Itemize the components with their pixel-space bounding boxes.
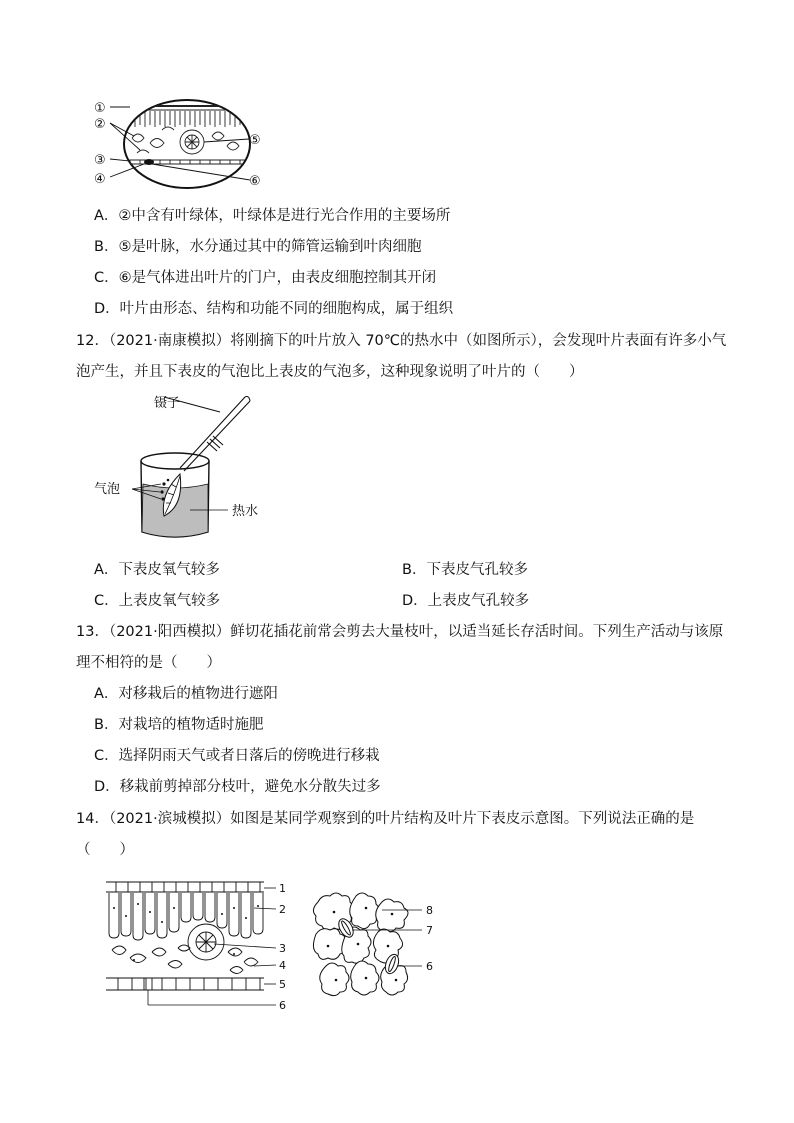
left-label-4: 4: [279, 959, 286, 972]
bubbles-label: 气泡: [94, 482, 121, 497]
right-label-8: 8: [426, 904, 433, 917]
label-4: ④: [94, 172, 106, 187]
q11-option-b: B．⑤是叶脉，水分通过其中的筛管运输到叶肉细胞: [94, 239, 422, 255]
hot-water-label: 热水: [232, 504, 259, 519]
q13-option-c: C．选择阴雨天气或者日落后的傍晚进行移栽: [94, 748, 380, 764]
q13-option-b: B．对栽培的植物适时施肥: [94, 717, 264, 733]
q12-option-b: B．下表皮气孔较多: [402, 562, 528, 578]
left-label-2: 2: [279, 903, 286, 916]
tweezers-label: 镊子: [154, 396, 181, 411]
leaf-structure-figure: [104, 878, 294, 1018]
left-label-6: 6: [279, 999, 286, 1012]
left-label-1: 1: [279, 882, 286, 895]
label-5: ⑤: [249, 133, 261, 148]
left-label-3: 3: [279, 942, 286, 955]
lower-epidermis-figure: [312, 888, 442, 1000]
q11-option-d: D．叶片由形态、结构和功能不同的细胞构成，属于组织: [94, 301, 454, 317]
label-3: ③: [94, 153, 106, 168]
q12-option-d: D．上表皮气孔较多: [402, 593, 530, 609]
label-2: ②: [94, 117, 106, 132]
label-6: ⑥: [249, 174, 261, 189]
left-label-5: 5: [279, 978, 286, 991]
q13-stem-line1: 13．（2021·阳西模拟）鲜切花插花前常会剪去大量枝叶，以适当延长存活时间。下列生产活动与该原: [76, 624, 724, 640]
hot-water-beaker-figure: [92, 392, 292, 552]
q13-stem-line2: 理不相符的是（ ）: [76, 655, 221, 671]
right-label-7: 7: [426, 924, 433, 937]
leaf-cross-section-figure: [92, 98, 272, 193]
q12-stem-line1: 12．（2021·南康模拟）将刚摘下的叶片放入 70℃的热水中（如图所示），会发现叶片表面有许多小气: [76, 333, 727, 349]
q13-option-d: D．移栽前剪掉部分枝叶，避免水分散失过多: [94, 779, 381, 795]
q11-option-a: A．②中含有叶绿体，叶绿体是进行光合作用的主要场所: [94, 208, 451, 224]
q13-option-a: A．对移栽后的植物进行遮阳: [94, 686, 278, 702]
q12-stem-line2: 泡产生，并且下表皮的气泡比上表皮的气泡多，这种现象说明了叶片的（ ）: [76, 364, 584, 380]
q11-option-c: C．⑥是气体进出叶片的门户，由表皮细胞控制其开闭: [94, 270, 437, 286]
q14-stem-line2: （ ）: [76, 842, 134, 858]
q12-option-c: C．上表皮氧气较多: [94, 593, 221, 609]
q14-stem-line1: 14．（2021·滨城模拟）如图是某同学观察到的叶片结构及叶片下表皮示意图。下列说法正确的是: [76, 811, 695, 827]
label-1: ①: [94, 101, 106, 116]
right-label-6: 6: [426, 960, 433, 973]
q12-option-a: A．下表皮氧气较多: [94, 562, 220, 578]
